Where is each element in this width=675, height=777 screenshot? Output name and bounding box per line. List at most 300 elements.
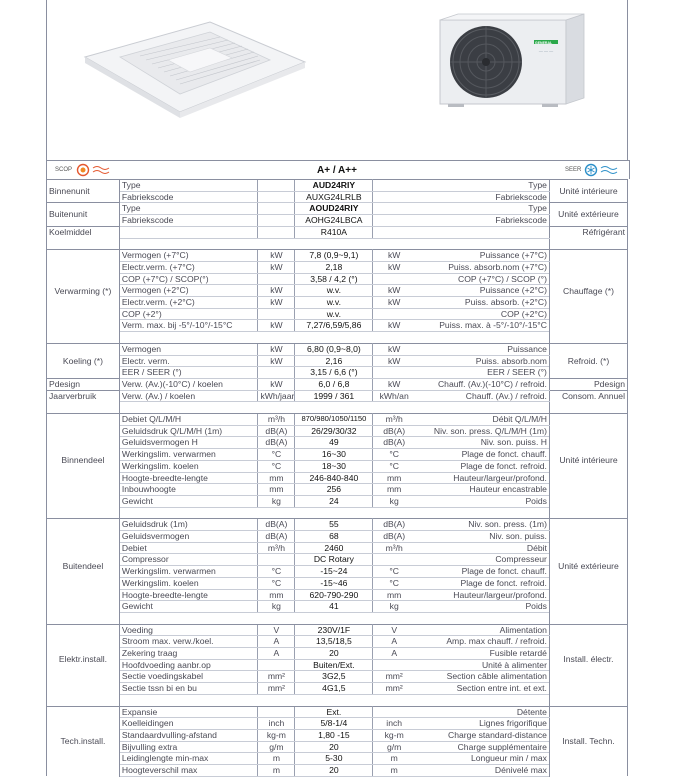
value: 13,5/18,5 <box>295 636 373 648</box>
group-label-fr: Unité intérieure <box>549 180 627 203</box>
brand-label: GENERAL <box>535 41 553 45</box>
table-row <box>47 191 628 203</box>
table-row <box>47 297 628 309</box>
table-row <box>47 706 628 718</box>
value: 870/980/1050/1150 <box>295 414 373 426</box>
label-nl: Hoogte-breedte-lengte <box>119 472 258 484</box>
label-fr: Longueur min / max <box>415 753 549 765</box>
value: 6,80 (0,9~8,0) <box>295 343 373 355</box>
unit-right: m³/h <box>373 542 415 554</box>
unit-right: kg <box>373 601 415 613</box>
label-nl: Vermogen (+7°C) <box>119 250 258 262</box>
table-row <box>47 273 628 285</box>
label-nl: Verw. (Av.)(-10°C) / koelen <box>119 378 258 390</box>
unit-right: mm <box>373 589 415 601</box>
unit-left: dB(A) <box>258 425 295 437</box>
unit-left <box>258 308 295 320</box>
label-fr: Débit <box>415 542 549 554</box>
label-nl: Sectie tssn bi en bu <box>119 683 258 695</box>
table-row <box>47 203 628 215</box>
value: AUD24RIY <box>295 180 373 192</box>
scop-label: SCOP <box>55 167 73 173</box>
value: 3,15 / 6,6 (°) <box>295 367 373 379</box>
unit-left: mm² <box>258 683 295 695</box>
unit-left <box>258 203 295 215</box>
unit-left: m <box>258 765 295 777</box>
label-fr: EER / SEER (°) <box>415 367 549 379</box>
unit-left: mm <box>258 589 295 601</box>
unit-left: kW <box>258 285 295 297</box>
unit-right: kg <box>373 495 415 507</box>
table-row <box>47 180 628 192</box>
label-nl: Verm. max. bij -5°/-10°/-15°C <box>119 320 258 332</box>
label-fr: Puiss. max. à -5°/-10°/-15°C <box>415 320 549 332</box>
value: AOHG24LBCA <box>295 215 373 227</box>
unit-right: inch <box>373 718 415 730</box>
unit-left: m³/h <box>258 542 295 554</box>
value: 1,80 -15 <box>295 729 373 741</box>
unit-left: kW <box>258 378 295 390</box>
label-fr: Puissance (+7°C) <box>415 250 549 262</box>
gap-cooling <box>47 332 628 344</box>
label-nl: Werkingslim. verwarmen <box>119 566 258 578</box>
value: -15~24 <box>295 566 373 578</box>
label-nl: Verw. (Av.) / koelen <box>119 390 258 402</box>
table-row <box>47 589 628 601</box>
snowflake-icon <box>583 163 599 177</box>
unit-left: mm² <box>258 671 295 683</box>
label-nl: EER / SEER (°) <box>119 367 258 379</box>
label-nl: Inbouwhoogte <box>119 484 258 496</box>
table-row <box>47 554 628 566</box>
label-fr: Puiss. absorb. (+2°C) <box>415 297 549 309</box>
label-fr: Type <box>415 180 549 192</box>
label-nl: Vermogen <box>119 343 258 355</box>
label-fr: Lignes frigorifique <box>415 718 549 730</box>
unit-right: V <box>373 624 415 636</box>
table-row <box>47 367 628 379</box>
table-row <box>47 519 628 531</box>
unit-left: kW <box>258 250 295 262</box>
value: Ext. <box>295 706 373 718</box>
unit-right: kW <box>373 355 415 367</box>
value: 20 <box>295 648 373 660</box>
unit-right: m <box>373 753 415 765</box>
label-nl: Vermogen (+2°C) <box>119 285 258 297</box>
label-fr: Hauteur/largeur/profond. <box>415 589 549 601</box>
frame-right-border <box>627 0 628 160</box>
table-row <box>47 261 628 273</box>
value: 55 <box>295 519 373 531</box>
label-nl: Bijvulling extra <box>119 741 258 753</box>
value: 24 <box>295 495 373 507</box>
label-nl: Gewicht <box>119 601 258 613</box>
unit-left: °C <box>258 449 295 461</box>
unit-right: mm² <box>373 683 415 695</box>
group-label: Jaarverbruik <box>47 390 120 402</box>
energy-class: A+ / A++ <box>317 165 357 176</box>
unit-right: °C <box>373 460 415 472</box>
label-fr: Alimentation <box>415 624 549 636</box>
value: -15~46 <box>295 577 373 589</box>
label-nl: Hoogte-breedte-lengte <box>119 589 258 601</box>
label-nl: Debiet Q/L/M/H <box>119 414 258 426</box>
label-nl: Hoogteverschil max <box>119 765 258 777</box>
label-fr: Puissance <box>415 343 549 355</box>
table-row <box>47 577 628 589</box>
value: 620-790-290 <box>295 589 373 601</box>
value: 3,58 / 4,2 (°) <box>295 273 373 285</box>
label-nl: Electr.verm. (+2°C) <box>119 297 258 309</box>
gap-outdoor <box>47 507 628 519</box>
unit-left: mm <box>258 472 295 484</box>
label-nl: Koelleidingen <box>119 718 258 730</box>
cold-wave-icon <box>600 165 618 175</box>
unit-right: kW <box>373 250 415 262</box>
label-nl: Compressor <box>119 554 258 566</box>
unit-left: dB(A) <box>258 531 295 543</box>
table-row <box>47 531 628 543</box>
unit-right: kW <box>373 320 415 332</box>
table-row <box>47 601 628 613</box>
table-row <box>47 729 628 741</box>
unit-right: °C <box>373 449 415 461</box>
group-label-fr: Unité intérieure <box>549 414 627 508</box>
label-fr: Puiss. absorb.nom (+7°C) <box>415 261 549 273</box>
unit-right: kW <box>373 378 415 390</box>
unit-right: kW <box>373 343 415 355</box>
group-label-fr: Refroid. (*) <box>549 343 627 378</box>
label-nl: Expansie <box>119 706 258 718</box>
unit-left: m³/h <box>258 414 295 426</box>
label-nl: Sectie voedingskabel <box>119 671 258 683</box>
unit-left: °C <box>258 577 295 589</box>
table-row <box>47 718 628 730</box>
label-nl: Fabriekscode <box>119 215 258 227</box>
unit-left <box>258 659 295 671</box>
value: 20 <box>295 765 373 777</box>
label-nl: COP (+7°C) / SCOP(°) <box>119 273 258 285</box>
label-fr: Niv. son. press. Q/L/M/H (1m) <box>415 425 549 437</box>
group-label: Elektr.install. <box>47 624 120 694</box>
unit-left <box>258 706 295 718</box>
table-row <box>47 542 628 554</box>
unit-right: dB(A) <box>373 519 415 531</box>
gap-elektr <box>47 612 628 624</box>
unit-left: kW <box>258 355 295 367</box>
sun-icon <box>75 163 91 177</box>
table-row <box>47 285 628 297</box>
label-fr: Charge standard-distance <box>415 729 549 741</box>
unit-left: kg <box>258 601 295 613</box>
value: 6,0 / 6,8 <box>295 378 373 390</box>
unit-right: mm² <box>373 671 415 683</box>
table-row <box>47 624 628 636</box>
unit-right: dB(A) <box>373 425 415 437</box>
label-nl: Werkingslim. koelen <box>119 460 258 472</box>
label-nl: Type <box>119 203 258 215</box>
label-fr: Poids <box>415 601 549 613</box>
unit-left: kWh/jaar <box>258 390 295 402</box>
unit-left <box>258 191 295 203</box>
label-fr: Plage de fonct. chauff. <box>415 566 549 578</box>
label-fr: Poids <box>415 495 549 507</box>
label-nl: COP (+2°) <box>119 308 258 320</box>
label-nl: Stroom max. verw./koel. <box>119 636 258 648</box>
label-nl: Gewicht <box>119 495 258 507</box>
unit-left <box>258 215 295 227</box>
label-fr: Amp. max chauff. / refroid. <box>415 636 549 648</box>
label-fr: Niv. son. puiss. <box>415 531 549 543</box>
table-row <box>47 472 628 484</box>
gap-indoor <box>47 402 628 414</box>
group-label: Buitendeel <box>47 519 120 613</box>
gap-tech <box>47 694 628 706</box>
value: 5-30 <box>295 753 373 765</box>
unit-left: A <box>258 648 295 660</box>
unit-right: A <box>373 636 415 648</box>
value: 18~30 <box>295 460 373 472</box>
value: 26/29/30/32 <box>295 425 373 437</box>
table-row <box>47 671 628 683</box>
seer-label: SEER <box>565 167 582 173</box>
unit-left: m <box>258 753 295 765</box>
value: 246-840-840 <box>295 472 373 484</box>
label-nl: Electr.verm. (+7°C) <box>119 261 258 273</box>
group-label-fr: Install. électr. <box>549 624 627 694</box>
label-nl: Leidinglengte min-max <box>119 753 258 765</box>
label-nl: Geluidsdruk Q/L/M/H (1m) <box>119 425 258 437</box>
group-label-fr: Consom. Annuel <box>549 390 627 402</box>
label-nl: Voeding <box>119 624 258 636</box>
table-row <box>47 683 628 695</box>
unit-right: kW <box>373 297 415 309</box>
unit-left: g/m <box>258 741 295 753</box>
wave-icon <box>92 165 110 175</box>
unit-left: kW <box>258 261 295 273</box>
value: 7,27/6,59/5,86 <box>295 320 373 332</box>
label-fr: Fusible retardé <box>415 648 549 660</box>
label-fr: Plage de fonct. chauff. <box>415 449 549 461</box>
table-row <box>47 390 628 402</box>
label-fr: Unité à alimenter <box>415 659 549 671</box>
unit-right <box>373 215 415 227</box>
label-fr: Fabriekscode <box>415 215 549 227</box>
unit-right: °C <box>373 577 415 589</box>
unit-right <box>373 659 415 671</box>
unit-right <box>373 367 415 379</box>
table-row <box>47 425 628 437</box>
unit-left: kW <box>258 297 295 309</box>
label-nl: Type <box>119 180 258 192</box>
label-fr: Puissance (+2°C) <box>415 285 549 297</box>
label-nl: Geluidsvermogen H <box>119 437 258 449</box>
table-row <box>47 215 628 227</box>
label-nl: Werkingslim. koelen <box>119 577 258 589</box>
group-label-fr: Unité extérieure <box>549 519 627 613</box>
label-nl: Zekering traag <box>119 648 258 660</box>
value: 256 <box>295 484 373 496</box>
table-row <box>47 250 628 262</box>
unit-left: kg <box>258 495 295 507</box>
label-fr: Niv. son. puiss. H <box>415 437 549 449</box>
value: 16~30 <box>295 449 373 461</box>
label-nl: Debiet <box>119 542 258 554</box>
value: DC Rotary <box>295 554 373 566</box>
indoor-cassette-image <box>80 12 310 122</box>
unit-right <box>373 191 415 203</box>
unit-left <box>258 273 295 285</box>
unit-left: A <box>258 636 295 648</box>
value: w.v. <box>295 285 373 297</box>
label-fr: Plage de fonct. refroid. <box>415 577 549 589</box>
value: 7,8 (0,9~9,1) <box>295 250 373 262</box>
group-label: Verwarming (*) <box>47 250 120 332</box>
table-row <box>47 378 628 390</box>
label-nl: Geluidsdruk (1m) <box>119 519 258 531</box>
unit-left <box>258 554 295 566</box>
outdoor-unit-image <box>438 12 588 107</box>
unit-right: kW <box>373 261 415 273</box>
svg-text:— — —: — — — <box>538 48 554 53</box>
unit-left: kW <box>258 320 295 332</box>
label-nl: Fabriekscode <box>119 191 258 203</box>
unit-right: mm <box>373 472 415 484</box>
table-row <box>47 636 628 648</box>
table-row <box>47 308 628 320</box>
group-label-fr: Unité extérieure <box>549 203 627 226</box>
label-fr <box>415 226 549 238</box>
unit-right: kW <box>373 285 415 297</box>
unit-right <box>373 180 415 192</box>
table-row <box>47 765 628 777</box>
unit-right <box>373 706 415 718</box>
table-row <box>47 355 628 367</box>
spec-table-body <box>47 180 628 777</box>
value: 2,16 <box>295 355 373 367</box>
unit-right <box>373 308 415 320</box>
group-label: Buitenunit <box>47 203 120 226</box>
unit-left: mm <box>258 484 295 496</box>
group-label: Pdesign <box>47 378 120 390</box>
label-fr: Section entre int. et ext. <box>415 683 549 695</box>
unit-right: kg-m <box>373 729 415 741</box>
value: AOUD24RIY <box>295 203 373 215</box>
value: 20 <box>295 741 373 753</box>
value: R410A <box>295 226 373 238</box>
label-fr: Fabriekscode <box>415 191 549 203</box>
table-row <box>47 226 628 238</box>
unit-right <box>373 554 415 566</box>
unit-right: m <box>373 765 415 777</box>
table-row <box>47 566 628 578</box>
unit-right <box>373 226 415 238</box>
group-label: Binnenunit <box>47 180 120 203</box>
value: 41 <box>295 601 373 613</box>
unit-left: kg-m <box>258 729 295 741</box>
label-nl: Geluidsvermogen <box>119 531 258 543</box>
table-row <box>47 343 628 355</box>
label-fr: Dénivelé max <box>415 765 549 777</box>
unit-right: A <box>373 648 415 660</box>
unit-right: g/m <box>373 741 415 753</box>
table-row <box>47 659 628 671</box>
group-label: Koelmiddel <box>47 226 120 238</box>
label-fr: Type <box>415 203 549 215</box>
value: 3G2,5 <box>295 671 373 683</box>
value: w.v. <box>295 297 373 309</box>
label-fr: COP (+2°C) <box>415 308 549 320</box>
unit-left: dB(A) <box>258 437 295 449</box>
table-row <box>47 460 628 472</box>
table-row <box>47 741 628 753</box>
label-fr: Hauteur encastrable <box>415 484 549 496</box>
unit-left <box>258 180 295 192</box>
group-label-fr: Chauffage (*) <box>549 250 627 332</box>
unit-left: °C <box>258 566 295 578</box>
gap-heating <box>47 238 628 250</box>
label-fr: Puiss. absorb.nom <box>415 355 549 367</box>
value: AUXG24LRLB <box>295 191 373 203</box>
unit-right: °C <box>373 566 415 578</box>
spec-table <box>46 179 628 777</box>
label-fr: Niv. son. press. (1m) <box>415 519 549 531</box>
label-fr: COP (+7°C) / SCOP (°) <box>415 273 549 285</box>
label-fr: Chauff. (Av.)(-10°C) / refroid. <box>415 378 549 390</box>
label-nl <box>119 226 258 238</box>
label-fr: Plage de fonct. refroid. <box>415 460 549 472</box>
unit-right: dB(A) <box>373 437 415 449</box>
value: 49 <box>295 437 373 449</box>
unit-left: V <box>258 624 295 636</box>
unit-right <box>373 273 415 285</box>
unit-left: dB(A) <box>258 519 295 531</box>
unit-right: m³/h <box>373 414 415 426</box>
label-fr: Chauff. (Av.) / refroid. <box>415 390 549 402</box>
unit-left: kW <box>258 343 295 355</box>
label-fr: Section câble alimentation <box>415 671 549 683</box>
group-label-fr: Pdesign <box>549 378 627 390</box>
value: 2,18 <box>295 261 373 273</box>
table-row <box>47 449 628 461</box>
unit-left <box>258 226 295 238</box>
unit-right <box>373 203 415 215</box>
value: 230V/1F <box>295 624 373 636</box>
table-row <box>47 414 628 426</box>
frame-left-border <box>46 0 47 160</box>
value: 2460 <box>295 542 373 554</box>
value: w.v. <box>295 308 373 320</box>
label-nl: Hoofdvoeding aanbr.op <box>119 659 258 671</box>
table-row <box>47 320 628 332</box>
label-fr: Charge supplémentaire <box>415 741 549 753</box>
label-fr: Débit Q/L/M/H <box>415 414 549 426</box>
group-label: Koeling (*) <box>47 343 120 378</box>
group-label-fr: Install. Techn. <box>549 706 627 776</box>
label-fr: Hauteur/largeur/profond. <box>415 472 549 484</box>
group-label: Tech.install. <box>47 706 120 776</box>
value: 5/8-1/4 <box>295 718 373 730</box>
value: Buiten/Ext. <box>295 659 373 671</box>
group-label: Binnendeel <box>47 414 120 508</box>
table-row <box>47 484 628 496</box>
label-nl: Electr. verm. <box>119 355 258 367</box>
unit-left: °C <box>258 460 295 472</box>
unit-left: inch <box>258 718 295 730</box>
label-fr: Compresseur <box>415 554 549 566</box>
value: 4G1,5 <box>295 683 373 695</box>
unit-left <box>258 367 295 379</box>
